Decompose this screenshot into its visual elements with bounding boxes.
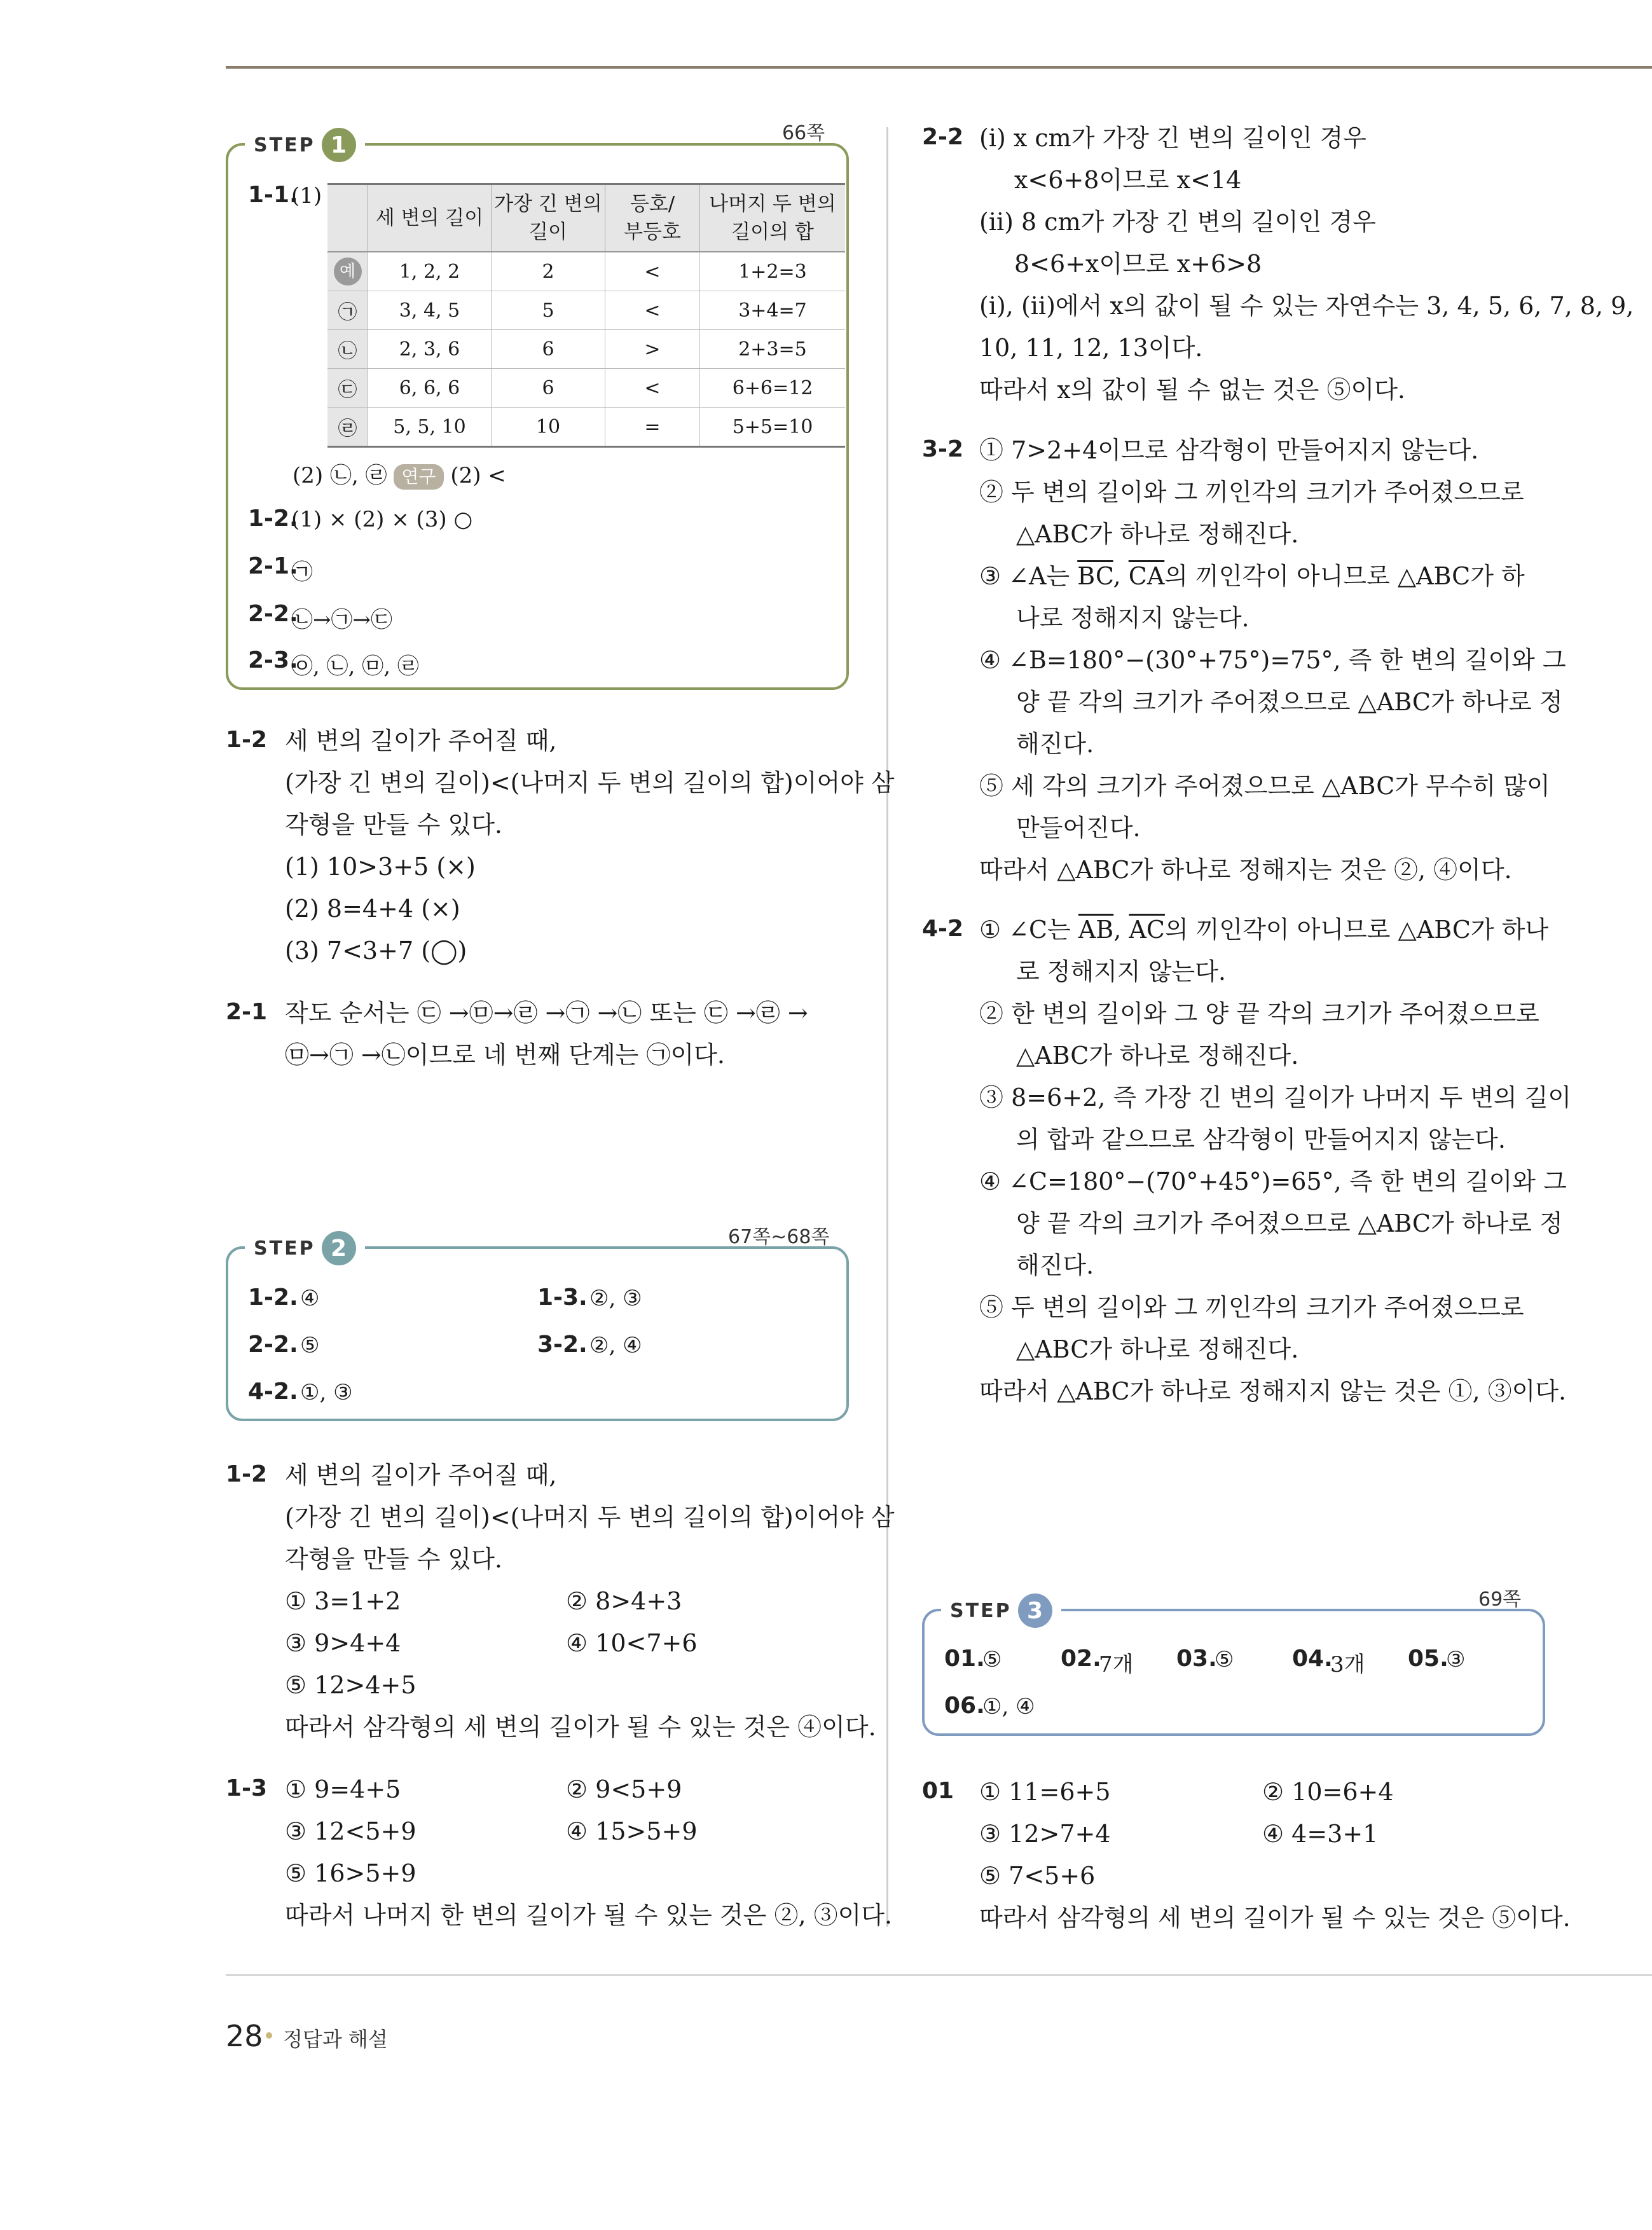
exp3-01-label: 01 bbox=[922, 1778, 954, 1804]
step1-label bbox=[245, 126, 365, 164]
step2-number: 2 bbox=[322, 1231, 356, 1265]
triangle-table bbox=[327, 183, 845, 448]
step1-label-text: STEP bbox=[254, 134, 315, 156]
exp-r-4-2-line: ③ 8=6+2, 즉 가장 긴 변의 길이가 나머지 두 변의 길이 bbox=[979, 1084, 1572, 1112]
exp-r-4-2-line: △ABC가 하나로 정해진다. bbox=[1016, 1042, 1299, 1070]
step3-item-value: ⑤ bbox=[1215, 1647, 1234, 1672]
step2-item-label: 1-2. bbox=[248, 1284, 298, 1311]
exp3-01-conclusion: 따라서 삼각형의 세 변의 길이가 될 수 있는 것은 ⑤이다. bbox=[979, 1904, 1571, 1932]
exp2-1-2-line: 세 변의 길이가 주어질 때, bbox=[285, 1461, 557, 1489]
step3-number: 3 bbox=[1018, 1593, 1052, 1628]
exp2-1-2-line: 각형을 만들 수 있다. bbox=[285, 1545, 502, 1573]
exp-r-3-2-conclusion: 따라서 △ABC가 하나로 정해지는 것은 ②, ④이다. bbox=[979, 856, 1512, 884]
step2-item-label: 2-2. bbox=[248, 1332, 298, 1358]
step2-item-value: ②, ③ bbox=[589, 1286, 642, 1311]
exp2-1-3-option: ① 9=4+5 bbox=[285, 1775, 401, 1803]
step3-item-value: ③ bbox=[1446, 1647, 1466, 1672]
item-2-2-label: 2-2. bbox=[248, 601, 298, 627]
item-1-1-sub2 bbox=[293, 458, 506, 490]
exp-2-1-line: 작도 순서는 ㉢ →㉤→㉣ →㉠ →㉡ 또는 ㉢ →㉣ → bbox=[285, 999, 808, 1027]
step3-item-label: 02. bbox=[1061, 1646, 1101, 1672]
table-row bbox=[327, 291, 845, 330]
exp-r-3-2-line: ② 두 변의 길이와 그 끼인각의 크기가 주어졌으므로 bbox=[979, 478, 1524, 506]
exp-r-3-2-line: 해진다. bbox=[1016, 730, 1094, 758]
exp-r-3-2-line: ① 7>2+4이므로 삼각형이 만들어지지 않는다. bbox=[979, 436, 1479, 464]
segment-ac: $\overline{AC}$ bbox=[1129, 916, 1165, 944]
cell-sides: 3, 4, 5 bbox=[368, 291, 492, 330]
step3-item-label: 05. bbox=[1408, 1646, 1449, 1672]
exp-2-1-line: ㉤→㉠ →㉡이므로 네 번째 단계는 ㉠이다. bbox=[285, 1041, 725, 1069]
table-header: 나머지 두 변의 길이의 합 bbox=[700, 184, 846, 252]
step3-item-label: 06. bbox=[944, 1693, 985, 1719]
exp-2-1-label: 2-1 bbox=[226, 999, 268, 1025]
exp-r-4-2-line: △ABC가 하나로 정해진다. bbox=[1016, 1335, 1299, 1363]
cell-sides: 6, 6, 6 bbox=[368, 369, 492, 408]
item-1-2-label: 1-2. bbox=[248, 506, 298, 532]
cell-sum: 5+5=10 bbox=[700, 408, 846, 447]
cell-longest: 6 bbox=[492, 330, 605, 369]
exp-r-2-2-line: 8<6+x이므로 x+6>8 bbox=[1014, 250, 1262, 278]
exp2-1-3-label: 1-3 bbox=[226, 1775, 268, 1801]
table-row bbox=[327, 330, 845, 369]
row-mark bbox=[327, 252, 368, 291]
top-rule bbox=[226, 66, 1652, 69]
exp2-1-2-line: (가장 긴 변의 길이)<(나머지 두 변의 길이의 합)이어야 삼 bbox=[285, 1503, 895, 1531]
step2-item-value: ①, ③ bbox=[300, 1380, 353, 1405]
cell-sign: < bbox=[605, 252, 700, 291]
column-divider bbox=[886, 127, 888, 1927]
exp-r-3-2-line: 나로 정해지지 않는다. bbox=[1016, 604, 1249, 632]
step3-item-value: 7개 bbox=[1099, 1652, 1134, 1677]
text-part: , bbox=[1113, 916, 1129, 944]
exp-r-4-2-line: 해진다. bbox=[1016, 1251, 1094, 1279]
row-mark: ㉡ bbox=[327, 330, 368, 369]
item-1-2-value: (1) × (2) × (3) ○ bbox=[291, 507, 473, 532]
step3-label bbox=[941, 1592, 1061, 1630]
exp-r-3-2-line: △ABC가 하나로 정해진다. bbox=[1016, 520, 1299, 548]
step2-item-label: 1-3. bbox=[537, 1284, 588, 1311]
text-part: , bbox=[1113, 562, 1129, 590]
exp-1-2-line: 각형을 만들 수 있다. bbox=[285, 811, 502, 839]
footer-title: 정답과 해설 bbox=[283, 2027, 388, 2051]
exp-r-4-2-line: 양 끝 각의 크기가 주어졌으므로 △ABC가 하나로 정 bbox=[1016, 1209, 1563, 1237]
step3-item-value: ①, ④ bbox=[982, 1694, 1035, 1719]
table-corner bbox=[327, 184, 368, 252]
exp2-1-2-option: ① 3=1+2 bbox=[285, 1587, 401, 1615]
exp-r-4-2-line: 로 정해지지 않는다. bbox=[1016, 958, 1226, 986]
cell-sides: 5, 5, 10 bbox=[368, 408, 492, 447]
step2-item-label: 4-2. bbox=[248, 1379, 298, 1405]
exp2-1-3-conclusion: 따라서 나머지 한 변의 길이가 될 수 있는 것은 ②, ③이다. bbox=[285, 1901, 893, 1929]
exp2-1-3-option: ③ 12<5+9 bbox=[285, 1817, 416, 1845]
table-row bbox=[327, 369, 845, 408]
exp-1-2-label: 1-2 bbox=[226, 727, 268, 753]
step3-item-value: ⑤ bbox=[982, 1647, 1002, 1672]
exp3-01-option: ④ 4=3+1 bbox=[1262, 1820, 1379, 1848]
exp2-1-2-option: ④ 10<7+6 bbox=[566, 1629, 698, 1657]
item-1-1-sub1: (1) bbox=[291, 183, 322, 209]
exp2-1-2-option: ② 8>4+3 bbox=[566, 1587, 682, 1615]
text-part: ③ ∠A는 bbox=[979, 562, 1078, 590]
segment-ab: $\overline{AB}$ bbox=[1078, 916, 1114, 944]
table-row bbox=[327, 252, 845, 291]
exp-r-2-2-line: x<6+8이므로 x<14 bbox=[1014, 166, 1242, 194]
exp2-1-3-option: ② 9<5+9 bbox=[566, 1775, 682, 1803]
text-part: 의 끼인각이 아니므로 △ABC가 하 bbox=[1164, 562, 1525, 590]
cell-longest: 5 bbox=[492, 291, 605, 330]
exp-r-4-2-line bbox=[979, 909, 1548, 951]
exp-r-3-2-line: 만들어진다. bbox=[1016, 814, 1141, 842]
table-header: 등호/ 부등호 bbox=[605, 184, 700, 252]
research-pill: 연구 bbox=[394, 464, 443, 490]
exp-r-2-2-line: (ⅱ) 8 cm가 가장 긴 변의 길이인 경우 bbox=[979, 208, 1376, 236]
item-2-3-value: ㉧, ㉡, ㉤, ㉣ bbox=[291, 654, 419, 679]
row-mark: ㉣ bbox=[327, 408, 368, 447]
item-2-1-value: ㉠ bbox=[291, 560, 313, 585]
cell-sign: > bbox=[605, 330, 700, 369]
exp-r-4-2-conclusion: 따라서 △ABC가 하나로 정해지지 않는 것은 ①, ③이다. bbox=[979, 1377, 1567, 1405]
cell-longest: 6 bbox=[492, 369, 605, 408]
exp-1-2-line: (2) 8=4+4 (×) bbox=[285, 895, 460, 923]
exp-r-3-2-line bbox=[979, 555, 1525, 597]
segment-ca: $\overline{CA}$ bbox=[1128, 562, 1165, 590]
exp-r-3-2-label: 3-2 bbox=[922, 436, 964, 462]
exp-r-4-2-line: ⑤ 두 변의 길이와 그 끼인각의 크기가 주어졌으므로 bbox=[979, 1293, 1524, 1321]
step3-item-value: 3개 bbox=[1330, 1652, 1365, 1677]
exp3-01-option: ③ 12>7+4 bbox=[979, 1820, 1111, 1848]
table-header: 세 변의 길이 bbox=[368, 184, 492, 252]
exp-r-2-2-line: 10, 11, 12, 13이다. bbox=[979, 334, 1203, 362]
step2-item-value: ②, ④ bbox=[589, 1333, 642, 1358]
text-part: ① ∠C는 bbox=[979, 916, 1078, 944]
exp-r-2-2-line: 따라서 x의 값이 될 수 없는 것은 ⑤이다. bbox=[979, 376, 1405, 404]
exp2-1-2-option: ⑤ 12>4+5 bbox=[285, 1671, 416, 1699]
footer-dot-icon bbox=[266, 2032, 272, 2039]
step3-page-ref: 69쪽 bbox=[1478, 1588, 1522, 1611]
exp2-1-2-label: 1-2 bbox=[226, 1461, 268, 1487]
exp-1-2-line: 세 변의 길이가 주어질 때, bbox=[285, 727, 557, 755]
step3-item-label: 01. bbox=[944, 1646, 985, 1672]
bottom-rule bbox=[226, 1974, 1652, 1976]
cell-sign: < bbox=[605, 369, 700, 408]
step2-label-text: STEP bbox=[254, 1237, 315, 1260]
exp-r-4-2-label: 4-2 bbox=[922, 916, 964, 942]
item-2-2-value: ㉡→㉠→㉢ bbox=[291, 607, 392, 633]
exp-r-2-2-line: (ⅰ), (ⅱ)에서 x의 값이 될 수 있는 자연수는 3, 4, 5, 6, 7, 8, 9, bbox=[979, 292, 1634, 320]
cell-sides: 1, 2, 2 bbox=[368, 252, 492, 291]
cell-sum: 2+3=5 bbox=[700, 330, 846, 369]
exp-r-2-2-label: 2-2 bbox=[922, 124, 964, 150]
step2-page-ref: 67쪽~68쪽 bbox=[728, 1226, 830, 1248]
item-1-1-sub2-text: (2) ㉡, ㉣ bbox=[293, 463, 387, 488]
step2-label bbox=[245, 1229, 365, 1267]
exp-r-4-2-line: ④ ∠C=180°−(70°+45°)=65°, 즉 한 변의 길이와 그 bbox=[979, 1167, 1567, 1195]
table-header: 가장 긴 변의 길이 bbox=[492, 184, 605, 252]
segment-bc: $\overline{BC}$ bbox=[1077, 562, 1113, 590]
step1-page-ref: 66쪽 bbox=[782, 122, 825, 144]
row-mark: ㉠ bbox=[327, 291, 368, 330]
exp3-01-option: ⑤ 7<5+6 bbox=[979, 1862, 1096, 1890]
step2-item-value: ④ bbox=[300, 1286, 320, 1311]
text-part: 의 끼인각이 아니므로 △ABC가 하나 bbox=[1164, 916, 1549, 944]
exp-r-3-2-line: 양 끝 각의 크기가 주어졌으므로 △ABC가 하나로 정 bbox=[1016, 688, 1563, 716]
exp-1-2-line: (3) 7<3+7 (◯) bbox=[285, 937, 467, 965]
research-value: (2) < bbox=[450, 463, 506, 488]
exp-r-3-2-line: ④ ∠B=180°−(30°+75°)=75°, 즉 한 변의 길이와 그 bbox=[979, 646, 1566, 674]
exp-1-2-line: (가장 긴 변의 길이)<(나머지 두 변의 길이의 합)이어야 삼 bbox=[285, 769, 895, 797]
step3-item-label: 04. bbox=[1292, 1646, 1333, 1672]
step3-label-text: STEP bbox=[950, 1599, 1012, 1622]
step1-number: 1 bbox=[322, 128, 356, 162]
example-badge: 예 bbox=[334, 258, 362, 286]
cell-sides: 2, 3, 6 bbox=[368, 330, 492, 369]
exp2-1-3-option: ⑤ 16>5+9 bbox=[285, 1859, 416, 1887]
row-mark: ㉢ bbox=[327, 369, 368, 408]
cell-sign: = bbox=[605, 408, 700, 447]
step2-item-value: ⑤ bbox=[300, 1333, 320, 1358]
cell-longest: 2 bbox=[492, 252, 605, 291]
cell-longest: 10 bbox=[492, 408, 605, 447]
exp2-1-2-option: ③ 9>4+4 bbox=[285, 1629, 401, 1657]
step3-item-label: 03. bbox=[1176, 1646, 1217, 1672]
exp2-1-2-conclusion: 따라서 삼각형의 세 변의 길이가 될 수 있는 것은 ④이다. bbox=[285, 1713, 876, 1741]
step2-item-label: 3-2. bbox=[537, 1332, 588, 1358]
cell-sum: 3+4=7 bbox=[700, 291, 846, 330]
exp-r-4-2-line: 의 합과 같으므로 삼각형이 만들어지지 않는다. bbox=[1016, 1125, 1506, 1153]
exp-r-3-2-line: ⑤ 세 각의 크기가 주어졌으므로 △ABC가 무수히 많이 bbox=[979, 772, 1550, 800]
cell-sum: 1+2=3 bbox=[700, 252, 846, 291]
exp3-01-option: ① 11=6+5 bbox=[979, 1778, 1111, 1806]
exp-r-2-2-line: (ⅰ) x cm가 가장 긴 변의 길이인 경우 bbox=[979, 124, 1366, 152]
exp3-01-option: ② 10=6+4 bbox=[1262, 1778, 1394, 1806]
exp2-1-3-option: ④ 15>5+9 bbox=[566, 1817, 698, 1845]
table-row bbox=[327, 408, 845, 447]
cell-sum: 6+6=12 bbox=[700, 369, 846, 408]
cell-sign: < bbox=[605, 291, 700, 330]
item-1-1-label: 1-1. bbox=[248, 182, 298, 208]
exp-r-4-2-line: ② 한 변의 길이와 그 양 끝 각의 크기가 주어졌으므로 bbox=[979, 1000, 1539, 1028]
page-number: 28 bbox=[226, 2019, 263, 2053]
item-2-3-label: 2-3. bbox=[248, 647, 298, 673]
exp-1-2-line: (1) 10>3+5 (×) bbox=[285, 853, 476, 881]
item-2-1-label: 2-1. bbox=[248, 553, 298, 579]
